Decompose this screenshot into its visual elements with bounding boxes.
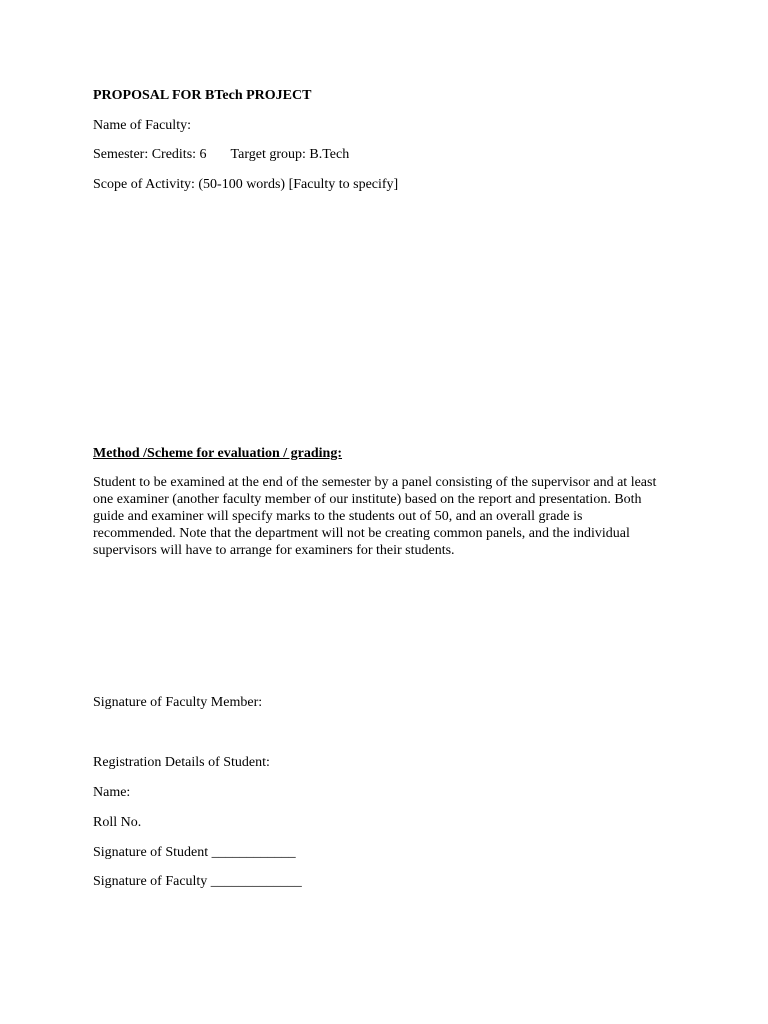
faculty-signature-line: Signature of Faculty _____________ (93, 874, 302, 889)
target-group: Target group: B.Tech (230, 147, 350, 162)
evaluation-paragraph (93, 474, 683, 559)
semester-target-row (93, 146, 349, 163)
evaluation-line: guide and examiner will specify marks to the students out of 50, and an overall grade is (93, 509, 583, 524)
evaluation-line: one examiner (another faculty member of our institute) based on the report and presentation. Both (93, 492, 642, 507)
roll-no-label: Roll No. (93, 815, 142, 830)
evaluation-line: supervisors will have to arrange for examiners for their students. (93, 543, 455, 558)
evaluation-line: recommended. Note that the department will not be creating common panels, and the individual (93, 526, 630, 541)
student-name-label: Name: (93, 785, 131, 800)
scope-of-activity: Scope of Activity: (50-100 words) [Faculty to specify] (93, 177, 399, 192)
faculty-signature-label: Signature of Faculty Member: (93, 695, 263, 710)
evaluation-line: Student to be examined at the end of the semester by a panel consisting of the supervisor and at least (93, 475, 657, 490)
registration-heading: Registration Details of Student: (93, 755, 270, 770)
document-title: PROPOSAL FOR BTech PROJECT (93, 88, 312, 103)
student-signature-line: Signature of Student ____________ (93, 845, 296, 860)
semester-credits: Semester: Credits: 6 (93, 147, 207, 162)
faculty-name-label: Name of Faculty: (93, 118, 191, 133)
evaluation-heading: Method /Scheme for evaluation / grading: (93, 446, 343, 461)
